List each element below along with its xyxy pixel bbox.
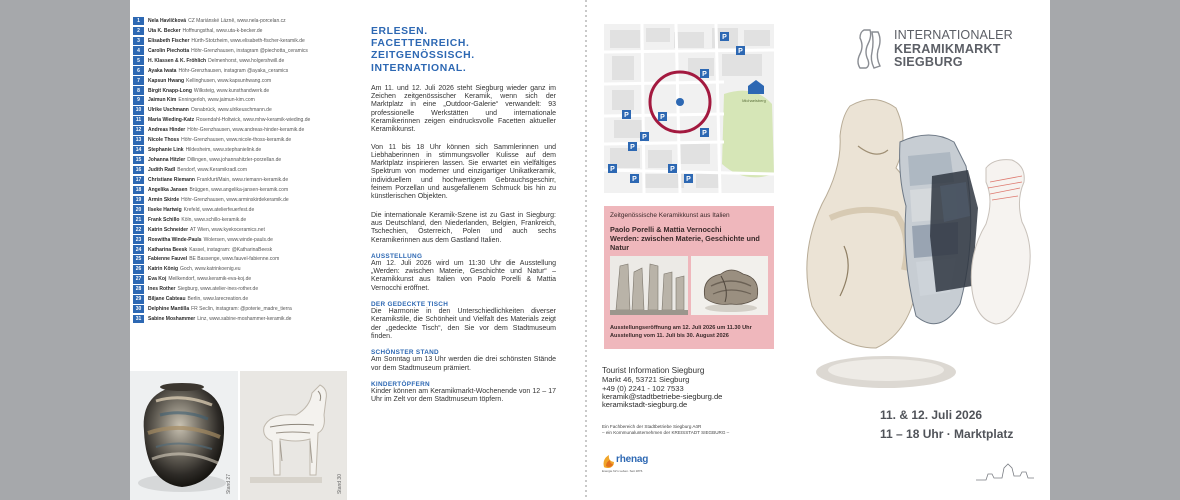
- fachbereich-line: Ein Fachbereich der Stadtbetriebe Siegburg AöR: [602, 424, 702, 429]
- exhibitor-row: [133, 76, 343, 86]
- stand-number-badge: 9: [133, 96, 144, 105]
- exhibitor-name: Christiane Riemann: [148, 176, 195, 183]
- brand-line: KERAMIKMARKT: [894, 41, 1001, 56]
- exhibitor-name: Delphine Mantilla: [148, 306, 190, 313]
- exhibitor-name: Katharina Beesk: [148, 246, 188, 253]
- exhibitor-name: Sabine Moshammer: [148, 316, 196, 323]
- ceramics-collage-image: [800, 86, 1050, 398]
- exhibition-kicker: Zeitgenössische Keramikkunst aus Italien: [610, 212, 730, 219]
- exhibitor-name: Elisabeth Fischer: [148, 37, 190, 44]
- stand-number-badge: 12: [133, 126, 144, 135]
- section-heading: KINDERTÖPFERN: [371, 380, 430, 388]
- exhibitor-row: [133, 135, 343, 145]
- intro-paragraph: Am 11. und 12. Juli 2026 steht Siegburg wieder ganz im Zeichen zeitgenössischer Keramik, wenn sich der Marktplatz in eine „Outdoor-Galerie“ verwandelt: 93 professionelle Werkstätten und internationale Keramikerinnen zeigen eindrucksvolle Facetten aktueller Keramikkunst.: [371, 84, 556, 134]
- exhibitor-row: [133, 205, 343, 215]
- exhibitor-name: Ayaka Iwata: [148, 67, 177, 74]
- stand-number-badge: 3: [133, 37, 144, 46]
- cover-panel: [800, 0, 1050, 500]
- exhibitor-info: Linz, www.sabine-moshammer-keramik.de: [197, 316, 292, 323]
- round-vessel-image: [130, 371, 236, 500]
- stand-number-badge: 2: [133, 27, 144, 36]
- exhibitor-row: [133, 195, 343, 205]
- exhibitor-row: [133, 145, 343, 155]
- exhibitor-name: Kapsun Hwang: [148, 77, 185, 84]
- exhibitor-info: Höhr-Grenzhausen, instagram @piechotta_ceramics: [191, 47, 308, 54]
- exhibitor-row: [133, 274, 343, 284]
- parking-marker: P: [702, 71, 707, 78]
- exhibitor-row: [133, 185, 343, 195]
- stand-number-badge: 15: [133, 156, 144, 165]
- exhibitor-info: Wilksteig, www.kunsthandwerk.de: [193, 87, 270, 94]
- parking-marker: P: [624, 112, 629, 119]
- exhibitor-name: Ines Rother: [148, 286, 176, 293]
- exhibitor-info: Dillingen, www.johannahitzler-porzellan.de: [187, 157, 282, 164]
- skyline-icon: [976, 458, 1034, 482]
- info-panel: [347, 0, 580, 500]
- stand-number-badge: 19: [133, 196, 144, 205]
- section-text: Kinder können am Keramikmarkt-Wochenende von 12 – 17 Uhr im Zelt vor dem Stadtmuseum töpfern.: [371, 387, 556, 404]
- section-text: Am 12. Juli 2026 wird um 11:30 Uhr die Ausstellung „Werden: zwischen Materie, Geschichte und Natur“ – Keramikkunst aus Italien von Paolo Porelli & Mattia Vernocchi eröffnet.: [371, 259, 556, 292]
- exhibitor-row: [133, 304, 343, 314]
- stand-number-badge: 17: [133, 176, 144, 185]
- parking-marker: P: [702, 130, 707, 137]
- headline-line: ZEITGENÖSSISCH.: [371, 50, 475, 62]
- stand-number-badge: 6: [133, 66, 144, 75]
- brand-line: INTERNATIONALER: [894, 28, 1013, 42]
- exhibition-box: [604, 206, 774, 349]
- exhibitor-row: [133, 115, 343, 125]
- exhibitor-info: Höhr-Grenzhausen, www.nicole-thoss-keramik.de: [181, 137, 292, 144]
- exhibitor-name: Ulrike Uschmann: [148, 107, 189, 114]
- event-hours: 11 – 18 Uhr · Marktplatz: [880, 427, 1014, 441]
- exhibitor-panel: [130, 0, 347, 500]
- stand-number-badge: 27: [133, 275, 144, 284]
- exhibitor-row: [133, 105, 343, 115]
- exhibitor-name: Biljane Cabteau: [148, 296, 186, 303]
- exhibitor-name: Eva Koj: [148, 276, 167, 283]
- exhibitor-row: [133, 165, 343, 175]
- rhenag-flame-icon: [602, 453, 616, 469]
- headline-line: FACETTENREICH.: [371, 38, 470, 50]
- exhibitor-info: Hoffnungsthal, www.uta-k-becker.de: [182, 27, 263, 34]
- stand-number-badge: 21: [133, 215, 144, 224]
- exhibitor-name: Roswitha Winde-Pauls: [148, 236, 202, 243]
- exhibition-dates: [610, 325, 768, 340]
- stand-number-badge: 7: [133, 76, 144, 85]
- duration-text: Ausstellung vom 11. Juli bis 30. August 2026: [610, 332, 729, 339]
- exhibitor-name: Ilseke Hartwig: [148, 206, 182, 213]
- fachbereich-line: – ein Kommunalunternehmen der KREISSTADT SIEGBURG –: [602, 429, 730, 435]
- exhibitor-row: [133, 46, 343, 56]
- parking-marker: P: [686, 176, 691, 183]
- exhibitor-info: Höhr-Grenzhausen, www.arminskirdekeramik.de: [181, 196, 289, 203]
- exhibitor-row: [133, 225, 343, 235]
- stand-number-badge: 31: [133, 315, 144, 324]
- exhibitor-name: Stephanie Link: [148, 147, 184, 154]
- exhibitor-info: Siegburg, www.atelier-ines-rother.de: [177, 286, 259, 293]
- exhibitor-info: FR Seclin, instagram: @poterie_madre_tierra: [191, 306, 292, 313]
- exhibitor-row: [133, 125, 343, 135]
- stand-number-badge: 30: [133, 305, 144, 314]
- exhibitor-name: Nicole Thoss: [148, 137, 180, 144]
- tourist-info: [602, 367, 722, 409]
- map-panel: [580, 0, 800, 500]
- parking-marker: P: [632, 176, 637, 183]
- exhibitor-row: [133, 175, 343, 185]
- exhibition-artists: Paolo Porelli & Mattia Vernocchi: [610, 225, 722, 234]
- parking-marker: P: [670, 166, 675, 173]
- section-text: Die Harmonie in den Unterschiedlichkeiten diverser Keramikstile, die Schönheit und Vielfalt des Materials zeigt der „gedeckte Tisch“, den Sie vor dem Stadtmuseum finden.: [371, 308, 556, 340]
- exhibitor-list: [133, 16, 343, 324]
- exhibitor-info: Kellinghusen, www.kapsunhwang.com: [186, 77, 272, 84]
- exhibitor-name: Birgit Knapp-Long: [148, 87, 192, 94]
- exhibitor-info: Delmenhorst, www.holgershwill.de: [208, 57, 285, 64]
- tourist-address: Markt 46, 53721 Siegburg: [602, 375, 690, 385]
- exhibitor-info: Höhr-Grenzhausen, instagram @ayaka_ceramics: [178, 67, 289, 74]
- exhibitor-info: Köln, www.schillo-keramik.de: [181, 216, 247, 223]
- stand-number-badge: 25: [133, 255, 144, 264]
- exhibitor-info: BE Bassenge, www.fauvel-fabienne.com: [189, 256, 280, 263]
- exhibition-title: Werden: zwischen Materie, Geschichte und Natur: [610, 234, 760, 252]
- tourist-email[interactable]: keramik@stadtbetriebe-siegburg.de: [602, 391, 723, 401]
- stand-label: Stand 27: [226, 473, 232, 494]
- exhibitor-name: Carolin Piechotta: [148, 47, 190, 54]
- horse-photo: [238, 371, 348, 500]
- stand-number-badge: 4: [133, 46, 144, 55]
- horse-sculpture-image: [240, 371, 346, 500]
- city-map: [604, 24, 774, 193]
- exhibitor-name: Johanna Hitzler: [148, 157, 186, 164]
- stand-number-badge: 10: [133, 106, 144, 115]
- stand-number-badge: 28: [133, 285, 144, 294]
- exhibitor-info: Rosendahl-Holtwick, www.mhw-keramik-wieding.de: [196, 117, 311, 124]
- ceramic-photos: [130, 371, 347, 500]
- stand-number-badge: 8: [133, 86, 144, 95]
- exhibitor-info: Hildesheim, www.stephanielink.de: [185, 147, 262, 154]
- vessel-photo: [130, 371, 238, 500]
- section-heading: AUSSTELLUNG: [371, 252, 423, 260]
- parking-marker: P: [660, 114, 665, 121]
- exhibitor-row: [133, 86, 343, 96]
- exhibitor-row: [133, 255, 343, 265]
- parking-marker: P: [642, 134, 647, 141]
- exhibitor-name: Andreas Hinder: [148, 127, 186, 134]
- stand-number-badge: 24: [133, 245, 144, 254]
- exhibitor-row: [133, 36, 343, 46]
- exhibitor-row: [133, 215, 343, 225]
- sculpture-photo: [610, 256, 688, 315]
- sculpture-photo: [691, 256, 769, 315]
- exhibitor-name: Armin Skirde: [148, 196, 180, 203]
- exhibitor-name: Nela Havlíčková: [148, 17, 187, 24]
- exhibitor-name: Jaimun Kim: [148, 97, 177, 104]
- headline-line: INTERNATIONAL.: [371, 62, 467, 74]
- fold-line: [585, 0, 587, 500]
- stand-number-badge: 22: [133, 225, 144, 234]
- parking-marker: P: [722, 34, 727, 41]
- parking-marker: P: [630, 144, 635, 151]
- exhibitor-row: [133, 155, 343, 165]
- sponsor-name: rhenag: [616, 454, 649, 465]
- stand-number-badge: 20: [133, 205, 144, 214]
- exhibitor-info: Enningerloh, www.jaimun-kim.com: [178, 97, 255, 104]
- exhibitor-info: Osnabrück, www.ulrikeuschmann.de: [190, 107, 272, 114]
- body-paragraph: Von 11 bis 18 Uhr können sich Sammlerinnen und Liebhaberinnen in stimmungsvoller Kulisse auf dem Marktplatz inspirieren lassen. Sie erwartet ein vielfältiges Spektrum von moderner und einzigartiger Unikatkeramik, individuellem und hochwertigem Gebrauchsgeschirr, feinem Porzellan und ausgefallenem Schmuck bis hin zu künstlerischen Objekten.: [371, 143, 556, 201]
- stand-label: Stand 30: [337, 473, 343, 494]
- stand-number-badge: 14: [133, 146, 144, 155]
- tourist-phone[interactable]: +49 (0) 2241 - 102 7533: [602, 383, 684, 393]
- section-heading: SCHÖNSTER STAND: [371, 349, 439, 357]
- exhibitor-name: Frank Schillo: [148, 216, 180, 223]
- brand-title: [894, 29, 1013, 70]
- exhibitor-info: Meilkendorf, www.keramik-eva-koj.de: [168, 276, 252, 283]
- exhibitor-row: [133, 16, 343, 26]
- exhibitor-name: Maria Wieding-Katz: [148, 117, 195, 124]
- exhibitor-row: [133, 56, 343, 66]
- section-heading: DER GEDECKTE TISCH: [371, 301, 449, 309]
- exhibitor-row: [133, 96, 343, 106]
- exhibitor-info: Höhr-Grenzhausen, www.andreas-hinder-keramik.de: [187, 127, 305, 134]
- exhibitor-info: Brüggen, www.angelika-jansen-keramik.com: [189, 186, 289, 193]
- stand-number-badge: 13: [133, 136, 144, 145]
- exhibitor-name: Judith Radl: [148, 167, 176, 174]
- brand-line: SIEGBURG: [894, 55, 963, 70]
- exhibitor-info: Berlin, www.larecreation.de: [187, 296, 249, 303]
- exhibitor-info: AT Wien, www.kyekoceramics.net: [190, 226, 265, 233]
- exhibitor-info: CZ Mariánské Lázně, www.nela-porcelan.cz: [188, 17, 286, 24]
- exhibitor-info: Bendorf, www.Keramikradl.com: [177, 167, 247, 174]
- exhibitor-name: Angelika Jansen: [148, 186, 188, 193]
- parking-marker: P: [610, 166, 615, 173]
- body-paragraph: Die internationale Keramik-Szene ist zu Gast in Siegburg: aus Deutschland, den Niederlanden, Belgien, Frankreich, Tschechien, Österreich, Polen und auch sechs Keramikerinnen aus dem Gastland Italien.: [371, 211, 556, 244]
- exhibitor-name: Fabienne Fauvel: [148, 256, 188, 263]
- map-label: Michaelsberg: [742, 98, 766, 103]
- exhibitor-row: [133, 284, 343, 294]
- exhibitor-info: Goch, www.katrinkoenig.eu: [180, 266, 241, 273]
- exhibitor-row: [133, 264, 343, 274]
- stand-number-badge: 23: [133, 235, 144, 244]
- tourist-website[interactable]: keramikstadt-siegburg.de: [602, 400, 688, 410]
- fachbereich-note: [602, 424, 729, 436]
- exhibitor-info: Frankfurt/Main, www.riemann-keramik.de: [196, 176, 289, 183]
- exhibitor-name: Uta K. Becker: [148, 27, 181, 34]
- stand-number-badge: 16: [133, 166, 144, 175]
- exhibition-photos: [610, 256, 768, 315]
- parking-marker: P: [738, 48, 743, 55]
- headline: [371, 26, 580, 75]
- stand-number-badge: 1: [133, 17, 144, 26]
- event-dates: 11. & 12. Juli 2026: [880, 408, 983, 422]
- section-text: Am Sonntag um 13 Uhr werden die drei schönsten Stände vor dem Stadtmuseum prämiert.: [371, 356, 556, 372]
- exhibitor-row: [133, 314, 343, 324]
- exhibitor-row: [133, 294, 343, 304]
- exhibitor-row: [133, 26, 343, 36]
- stand-number-badge: 18: [133, 186, 144, 195]
- exhibitor-name: Katrin Schneider: [148, 226, 189, 233]
- exhibitor-info: Kassel, instagram: @KatharinaBeesk: [189, 246, 273, 253]
- exhibitor-row: [133, 245, 343, 255]
- exhibitor-name: Katrin König: [148, 266, 178, 273]
- stand-number-badge: 26: [133, 265, 144, 274]
- headline-line: ERLESEN.: [371, 26, 428, 37]
- exhibitor-info: Krefeld, www.atelierfeuerfest.de: [183, 206, 255, 213]
- stand-number-badge: 5: [133, 56, 144, 65]
- stand-number-badge: 29: [133, 295, 144, 304]
- exhibitor-info: Hürth-Stotzheim, www.elisabeth-fischer-keramik.de: [191, 37, 305, 44]
- tourist-info-name: Tourist Information Siegburg: [602, 366, 705, 375]
- exhibitor-name: H. Klassen & K. Fröhlich: [148, 57, 207, 64]
- exhibitor-info: Wolersen, www.winde-pauls.de: [203, 236, 273, 243]
- stand-number-badge: 11: [133, 116, 144, 125]
- sponsor-tagline: Energie für's Leben. Seit 1876.: [602, 469, 644, 473]
- vase-logo-icon: [856, 26, 884, 70]
- exhibitor-row: [133, 66, 343, 76]
- sponsor-logo: [602, 450, 682, 474]
- opening-text: Ausstellungseröffnung am 12. Juli 2026 um 11.30 Uhr: [610, 325, 752, 331]
- exhibitor-row: [133, 235, 343, 245]
